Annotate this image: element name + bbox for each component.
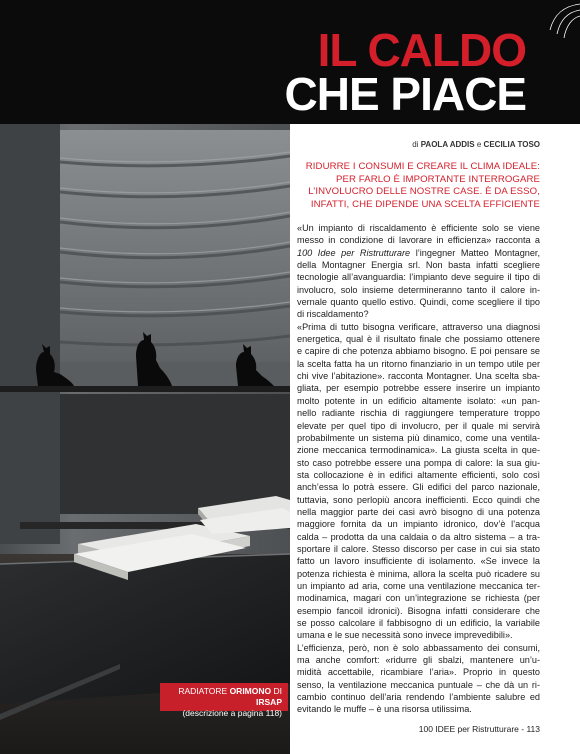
body-line: potenza richiesta è minima, allora la scelta può ricadere su [297, 568, 540, 579]
byline [298, 140, 540, 149]
body-line: energetica, qual è il risultato finale che possiamo ottenere [297, 334, 540, 345]
body-line: probabilmente un sistema più dinamico, come una ventila- [297, 432, 540, 443]
page-footer: 100 IDEE per Ristrutturare - 113 [418, 724, 540, 734]
body-line: L’efficienza, però, non è solo abbassamento dei consumi, [297, 642, 540, 653]
body-line: ma anche comfort: «ridurre gli sbalzi, mantenere un’u- [297, 655, 540, 666]
lead-line: PER FARLO È IMPORTANTE INTERROGARE [335, 173, 540, 185]
article-body [297, 222, 540, 716]
body-line: involucro, solo insieme determineranno tanto il calore in- [297, 284, 540, 295]
body-line: «Prima di tutto bisogna verificare, attraverso una diagnosi [297, 321, 540, 332]
body-line: un impianto ad aria, come una ventilazione meccanica ter- [297, 580, 540, 591]
body-line: anch’essa lo potrà essere. Gli edifici del parco nazionale, [297, 482, 540, 493]
body-line: senso, la ventilazione meccanica puntuale – che dà un ri- [297, 679, 540, 690]
body-line: della Montagner Energia srl. Non basta infatti scegliere [297, 260, 540, 271]
body-line: e capire di che potenza abbiamo bisogno. E poi pensare se [297, 346, 540, 357]
lead-line: L’INVOLUCRO DELLE NOSTRE CASE. È DA ESSO, [308, 186, 540, 198]
lead-line: RIDURRE I CONSUMI E CREARE IL CLIMA IDEALE: [305, 161, 540, 172]
title-line-1: IL CALDO [317, 24, 526, 76]
body-line: maggiore fornita da un impianto idronico, dov’è l’acqua [297, 519, 540, 530]
body-line: di riscaldamento? [297, 309, 369, 320]
radiator-photo [0, 124, 290, 754]
body-line: chi vive l’abitazione». racconta Montagner. Una scelta sba- [297, 371, 540, 382]
decorative-curves [520, 0, 580, 60]
body-line: tecnologie all’avanguardia: l’impianto deve seguire il tipo di [297, 272, 540, 283]
caption-conj: DI [273, 686, 282, 696]
caption-note: (descrizione a pagina 118) [182, 708, 282, 718]
body-line: tuttavia, sono perlopiù ancora inefficienti. Ecco quindi che [297, 494, 540, 505]
body-line: midità accettabile, ricambiare l’aria». Proprio in questo [297, 667, 540, 678]
body-line: molto potente in un edificio altamente isolato: «un pan- [297, 395, 540, 406]
byline-prefix: di [412, 140, 419, 149]
body-line: modinamica, magari con un’integrazione se richiesta (per [297, 593, 540, 604]
lead-line: INFATTI, CHE DIPENDE UNA SCELTA EFFICIENTE [310, 198, 540, 210]
body-line: zione meccanica termodinamica». La giusta scelta in que- [297, 445, 540, 456]
caption-prefix: RADIATORE [178, 686, 228, 696]
body-line: «Un impianto di riscaldamento è efficiente solo se viene [297, 223, 540, 233]
body-line: sportare il calore. Stesso discorso per case in cui sia stato [297, 543, 540, 554]
body-line: nello radiante rischia di raggiungere temperature troppo [297, 408, 540, 419]
body-line: fatto un lavoro insufficiente di isolamento. «Se invece la [297, 556, 540, 567]
body-line: 100 Idee per Ristrutturare l’ingegner Matteo Montagner, [297, 247, 540, 258]
body-line: evitando le muffe – è una risorsa utilissima. [297, 704, 472, 715]
byline-author-1: PAOLA ADDIS [420, 140, 475, 149]
body-line: elevate per quel tipo di involucro, per il quale mi servirà [297, 420, 540, 431]
body-line: esempio fancoil idronici). Bisogna infatti considerare che [297, 605, 540, 616]
body-line: se posso calcolare il fabbisogno di un edificio, la variabile [297, 618, 540, 628]
body-line: sta collocazione è in edifici altamente efficienti, solo così [297, 469, 540, 480]
lead-paragraph [298, 161, 540, 211]
body-line: calda – prodotta da una caldaia o da altro sistema – a tra- [297, 531, 540, 542]
body-line: nella maggior parte dei casi avrò bisogno di una potenza [297, 506, 540, 517]
title-line-2: CHE PIACE [284, 68, 526, 120]
body-line: vernale quanto quello estivo. Quindi, come scegliere il tipo [297, 297, 540, 308]
caption-brand: IRSAP [256, 697, 282, 707]
body-line: messo in condizione di lavorare in efficienza» racconta a [297, 235, 540, 246]
body-line: sto caso potrebbe essere una pompa di calore: la sua giu- [297, 457, 540, 468]
caption-product: ORIMONO [229, 686, 272, 696]
body-line: gliata, per esempio potrebbe essere inserire un impianto [297, 383, 540, 394]
byline-conj: e [476, 140, 482, 149]
body-line: umana e le sue necessità sono invece imprevedibili». [297, 630, 513, 641]
title-band [0, 0, 580, 124]
body-line: la scelta fatta ha un ritorno finanziario in un tempo utile per [297, 358, 540, 369]
body-line: cambio continuo dell’aria rendendo l’ambiente salubre ed [297, 692, 540, 703]
byline-author-2: CECILIA TOSO [483, 140, 540, 149]
photo-caption [160, 683, 288, 718]
